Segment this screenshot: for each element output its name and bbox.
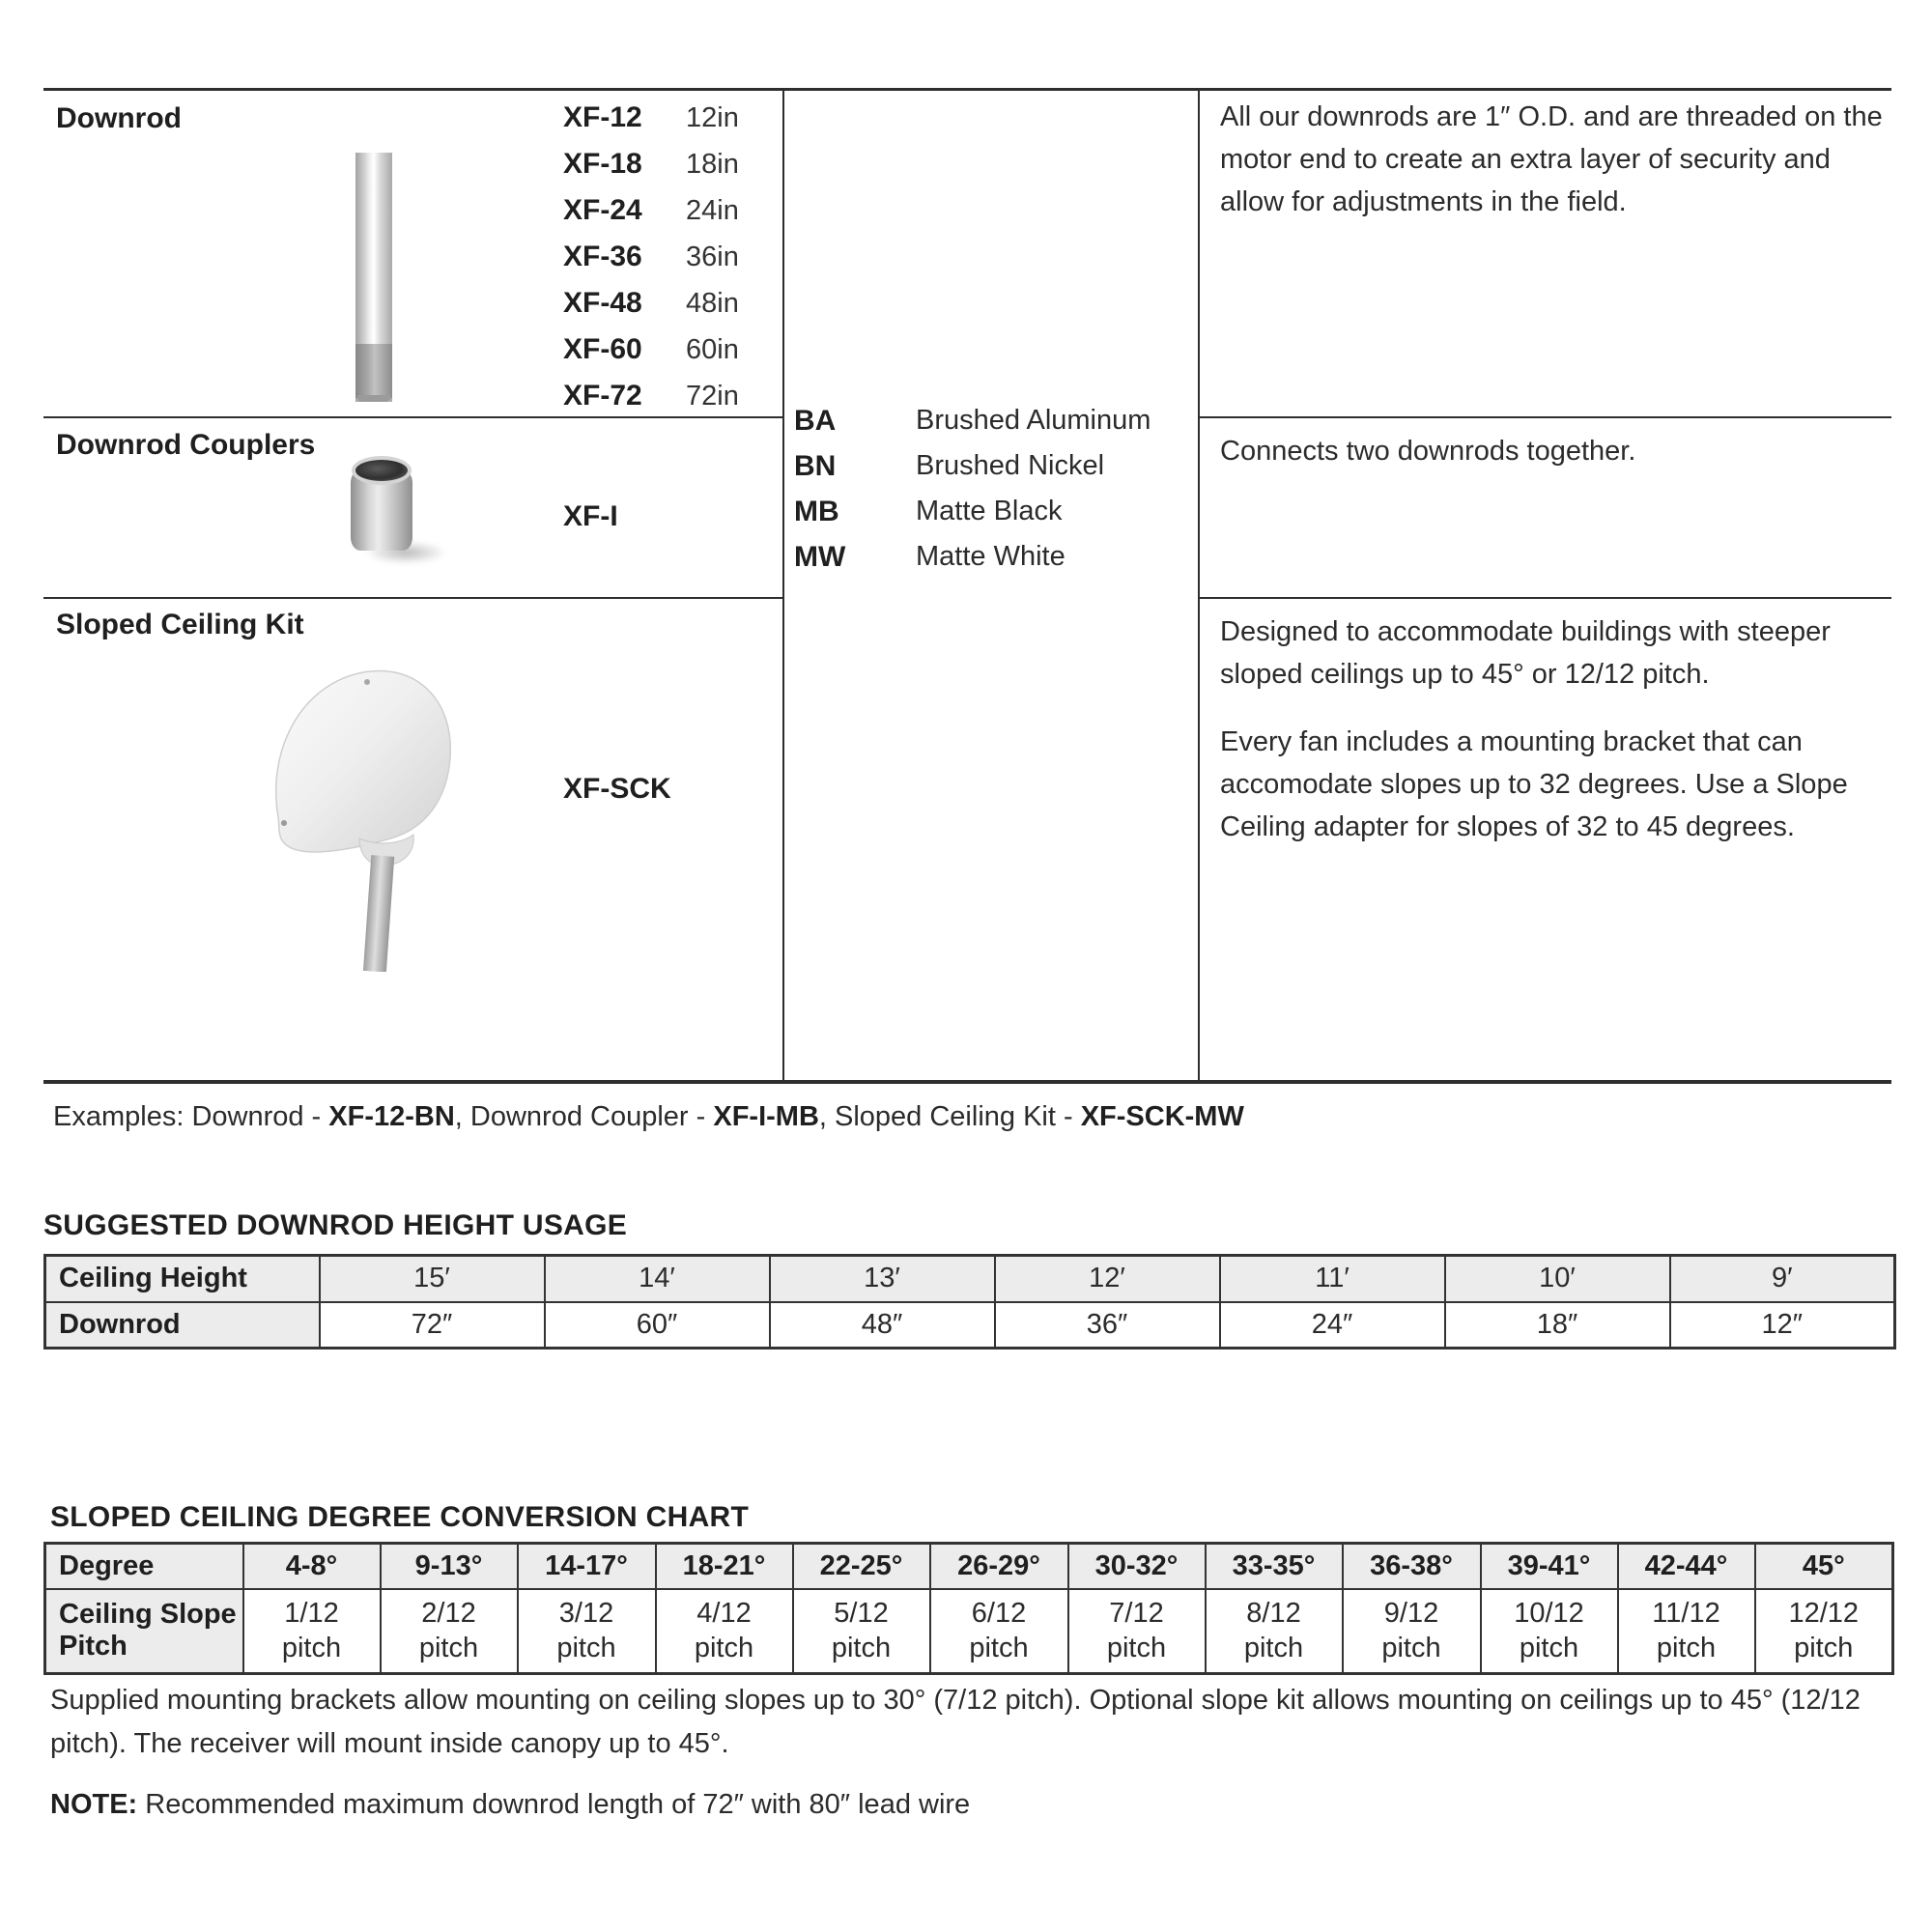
conversion-header-row bbox=[45, 1544, 1893, 1589]
pitch-word: pitch bbox=[1381, 1633, 1441, 1664]
examples-prefix: Examples: Downrod - bbox=[53, 1101, 329, 1132]
downrod-length-cell: 72″ bbox=[320, 1302, 545, 1349]
pitch-word: pitch bbox=[1106, 1633, 1167, 1664]
sloped-kit-canopy-graphic bbox=[263, 653, 466, 972]
usage-table bbox=[43, 1254, 1896, 1350]
pitch-value: 3/12 bbox=[558, 1598, 614, 1630]
coupler-model-code: XF-I bbox=[563, 500, 618, 532]
usage-row-label: Downrod bbox=[45, 1302, 320, 1349]
pitch-word: pitch bbox=[1243, 1633, 1304, 1664]
downrod-image-thread bbox=[355, 344, 392, 398]
spec-table-vertical-divider-2 bbox=[1198, 88, 1200, 1084]
model-row bbox=[563, 280, 739, 327]
finish-name: Brushed Nickel bbox=[916, 450, 1105, 481]
conversion-body-row bbox=[45, 1589, 1893, 1674]
pitch-value: 4/12 bbox=[696, 1598, 752, 1630]
ceiling-height-cell: 11′ bbox=[1220, 1256, 1445, 1302]
example-code-sloped-kit: XF-SCK-MW bbox=[1080, 1101, 1244, 1132]
conversion-row-label: Degree bbox=[45, 1544, 243, 1589]
pitch-value: 11/12 bbox=[1652, 1598, 1720, 1630]
pitch-cell bbox=[930, 1589, 1068, 1674]
finish-legend bbox=[794, 398, 1151, 580]
model-row bbox=[563, 95, 739, 141]
model-row bbox=[563, 327, 739, 373]
pitch-value: 1/12 bbox=[284, 1598, 339, 1630]
pitch-cell bbox=[1068, 1589, 1206, 1674]
model-length: 18in bbox=[686, 148, 739, 180]
finish-name: Matte White bbox=[916, 541, 1065, 572]
pitch-cell bbox=[381, 1589, 518, 1674]
finish-code: MB bbox=[794, 495, 839, 527]
degree-cell: 14-17° bbox=[518, 1544, 656, 1589]
ceiling-height-cell: 12′ bbox=[995, 1256, 1220, 1302]
sloped-kit-description-2: Every fan includes a mounting bracket that can accomodate slopes up to 32 degrees. Use a Slope Ceiling adapter for slopes of 32 to 45 degrees. bbox=[1220, 726, 1848, 842]
finish-name: Matte Black bbox=[916, 496, 1063, 526]
degree-cell: 36-38° bbox=[1343, 1544, 1481, 1589]
spec-table-top-rule bbox=[43, 88, 1891, 91]
pitch-cell bbox=[1755, 1589, 1893, 1674]
degree-cell: 9-13° bbox=[381, 1544, 518, 1589]
sloped-kit-model-code: XF-SCK bbox=[563, 773, 671, 805]
usage-body-row bbox=[45, 1302, 1895, 1349]
model-length: 12in bbox=[686, 101, 739, 133]
usage-header-row bbox=[45, 1256, 1895, 1302]
model-length: 60in bbox=[686, 333, 739, 365]
pitch-value: 9/12 bbox=[1383, 1598, 1439, 1630]
sloped-kit-section-label: Sloped Ceiling Kit bbox=[56, 609, 304, 640]
degree-cell: 42-44° bbox=[1618, 1544, 1755, 1589]
spec-table-bottom-rule bbox=[43, 1080, 1891, 1084]
model-row bbox=[563, 234, 739, 280]
model-code: XF-18 bbox=[563, 148, 642, 180]
model-code: XF-12 bbox=[563, 101, 642, 133]
example-code-downrod: XF-12-BN bbox=[328, 1101, 455, 1132]
right-column-divider-1 bbox=[1200, 416, 1891, 418]
finish-code: BN bbox=[794, 449, 837, 482]
pitch-cell bbox=[656, 1589, 793, 1674]
pitch-word: pitch bbox=[1794, 1633, 1854, 1664]
downrod-length-cell: 18″ bbox=[1445, 1302, 1670, 1349]
finish-row bbox=[794, 443, 1151, 489]
model-code: XF-36 bbox=[563, 241, 642, 272]
finish-row bbox=[794, 489, 1151, 534]
model-length: 72in bbox=[686, 380, 739, 412]
right-column-divider-2 bbox=[1200, 597, 1891, 599]
downrod-length-cell: 48″ bbox=[770, 1302, 995, 1349]
degree-cell: 4-8° bbox=[243, 1544, 381, 1589]
model-code: XF-60 bbox=[563, 333, 642, 365]
degree-cell: 39-41° bbox=[1481, 1544, 1618, 1589]
degree-cell: 18-21° bbox=[656, 1544, 793, 1589]
downrod-section-label: Downrod bbox=[56, 102, 182, 134]
finish-name: Brushed Aluminum bbox=[916, 405, 1151, 436]
pitch-value: 12/12 bbox=[1788, 1598, 1860, 1630]
pitch-word: pitch bbox=[831, 1633, 892, 1664]
downrod-length-cell: 12″ bbox=[1670, 1302, 1895, 1349]
pitch-word: pitch bbox=[556, 1633, 616, 1664]
spec-table-vertical-divider-1 bbox=[782, 88, 784, 1084]
degree-cell: 45° bbox=[1755, 1544, 1893, 1589]
ceiling-height-cell: 14′ bbox=[545, 1256, 770, 1302]
pitch-word: pitch bbox=[694, 1633, 754, 1664]
pitch-word: pitch bbox=[969, 1633, 1029, 1664]
model-length: 36in bbox=[686, 241, 739, 272]
downrod-model-list bbox=[563, 95, 739, 419]
pitch-cell bbox=[243, 1589, 381, 1674]
downrod-image-cap bbox=[357, 395, 390, 402]
pitch-value: 6/12 bbox=[971, 1598, 1027, 1630]
model-length: 24in bbox=[686, 194, 739, 226]
downrod-length-cell: 24″ bbox=[1220, 1302, 1445, 1349]
note-label: NOTE: bbox=[50, 1789, 138, 1820]
conversion-row-label: Ceiling Slope Pitch bbox=[45, 1589, 243, 1674]
pitch-word: pitch bbox=[418, 1633, 479, 1664]
finish-code: BA bbox=[794, 404, 837, 437]
model-length: 48in bbox=[686, 287, 739, 319]
degree-cell: 33-35° bbox=[1206, 1544, 1343, 1589]
conversion-table bbox=[43, 1542, 1894, 1675]
usage-row-label: Ceiling Height bbox=[45, 1256, 320, 1302]
couplers-description: Connects two downrods together. bbox=[1220, 436, 1636, 467]
degree-cell: 26-29° bbox=[930, 1544, 1068, 1589]
pitch-cell bbox=[1206, 1589, 1343, 1674]
model-row bbox=[563, 373, 739, 419]
downrod-length-note bbox=[50, 1789, 970, 1821]
pitch-value: 10/12 bbox=[1514, 1598, 1584, 1630]
left-column-divider-2 bbox=[43, 597, 782, 599]
model-code: XF-24 bbox=[563, 194, 642, 226]
example-code-coupler: XF-I-MB bbox=[713, 1101, 819, 1132]
pitch-cell bbox=[1481, 1589, 1618, 1674]
conversion-table-title: SLOPED CEILING DEGREE CONVERSION CHART bbox=[50, 1501, 750, 1533]
examples-mid-1: , Downrod Coupler - bbox=[454, 1101, 714, 1132]
pitch-cell bbox=[1618, 1589, 1755, 1674]
note-text: Recommended maximum downrod length of 72″ with 80″ lead wire bbox=[137, 1789, 971, 1820]
ceiling-height-cell: 10′ bbox=[1445, 1256, 1670, 1302]
sloped-kit-product-image bbox=[263, 653, 466, 972]
pitch-word: pitch bbox=[281, 1633, 342, 1664]
model-code: XF-72 bbox=[563, 380, 642, 412]
model-row bbox=[563, 187, 739, 234]
coupler-image-opening bbox=[352, 456, 412, 485]
pitch-value: 5/12 bbox=[834, 1598, 889, 1630]
pitch-value: 2/12 bbox=[421, 1598, 476, 1630]
pitch-cell bbox=[793, 1589, 930, 1674]
pitch-word: pitch bbox=[1519, 1633, 1579, 1664]
downrod-length-cell: 60″ bbox=[545, 1302, 770, 1349]
pitch-cell bbox=[1343, 1589, 1481, 1674]
examples-line bbox=[53, 1101, 1244, 1133]
examples-mid-2: , Sloped Ceiling Kit - bbox=[818, 1101, 1081, 1132]
downrod-product-image bbox=[355, 153, 392, 402]
sloped-kit-description-1: Designed to accommodate buildings with steeper sloped ceilings up to 45° or 12/12 pitch. bbox=[1220, 616, 1831, 690]
pitch-cell bbox=[518, 1589, 656, 1674]
model-code: XF-48 bbox=[563, 287, 642, 319]
mounting-bracket-note: Supplied mounting brackets allow mounting on ceiling slopes up to 30° (7/12 pitch). Optional slope kit allows mounting on ceilings up to 45° (12/12 pitch). The receiver will mount inside canopy up to 45°. bbox=[50, 1685, 1861, 1759]
degree-cell: 30-32° bbox=[1068, 1544, 1206, 1589]
usage-table-title: SUGGESTED DOWNROD HEIGHT USAGE bbox=[43, 1209, 628, 1241]
pitch-value: 7/12 bbox=[1109, 1598, 1164, 1630]
downrod-length-cell: 36″ bbox=[995, 1302, 1220, 1349]
model-row bbox=[563, 141, 739, 187]
degree-cell: 22-25° bbox=[793, 1544, 930, 1589]
pitch-value: 8/12 bbox=[1246, 1598, 1301, 1630]
coupler-product-image bbox=[351, 456, 412, 560]
ceiling-height-cell: 13′ bbox=[770, 1256, 995, 1302]
ceiling-height-cell: 9′ bbox=[1670, 1256, 1895, 1302]
pitch-word: pitch bbox=[1656, 1633, 1717, 1664]
finish-row bbox=[794, 398, 1151, 443]
couplers-section-label: Downrod Couplers bbox=[56, 429, 316, 461]
downrod-description: All our downrods are 1″ O.D. and are threaded on the motor end to create an extra layer of security and allow for adjustments in the field. bbox=[1220, 101, 1883, 217]
finish-code: MW bbox=[794, 540, 846, 573]
finish-row bbox=[794, 534, 1151, 580]
ceiling-height-cell: 15′ bbox=[320, 1256, 545, 1302]
